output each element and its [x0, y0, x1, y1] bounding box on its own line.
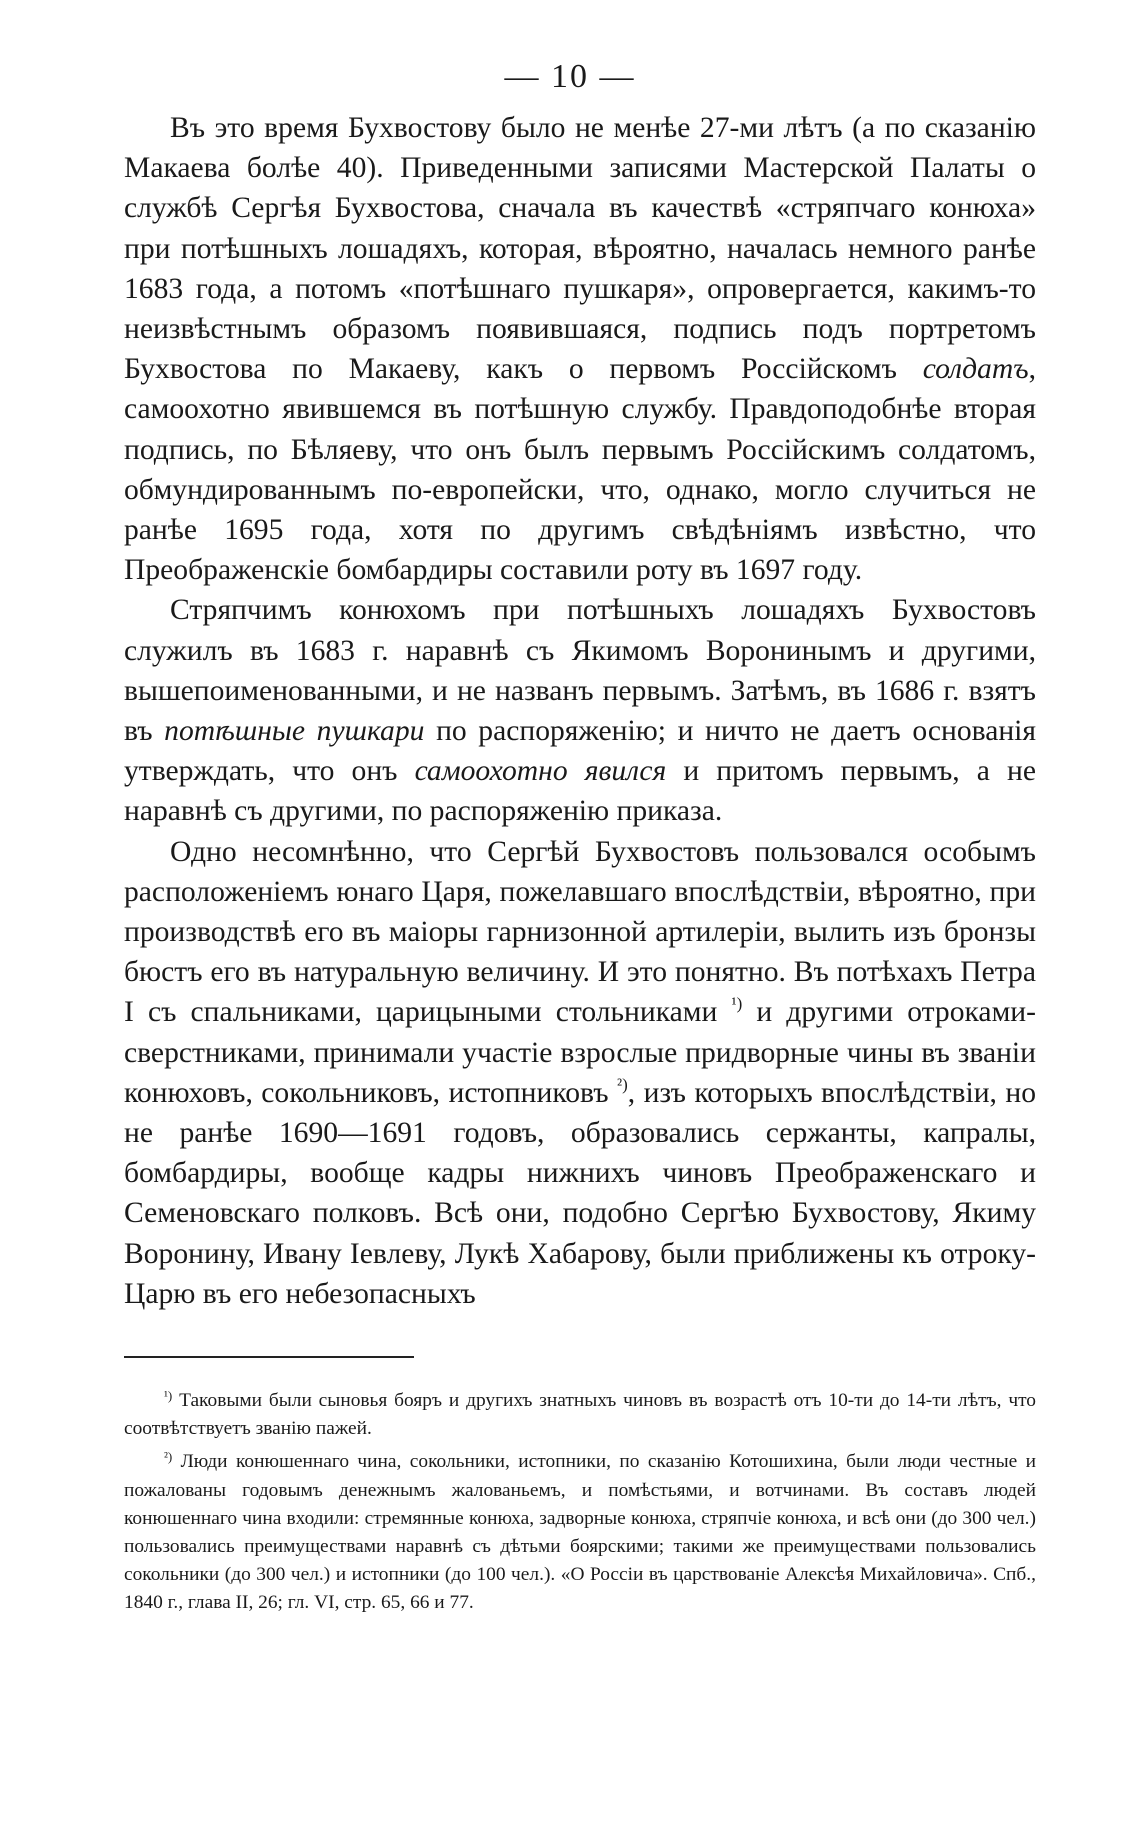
footnote-1	[124, 1382, 1036, 1443]
footnotes	[124, 1382, 1036, 1618]
paragraph-2	[124, 590, 1036, 831]
paragraph-1-italic: солдатъ	[922, 353, 1029, 386]
footnote-ref-2[interactable]: ²)	[616, 1074, 628, 1094]
paragraph-3-text-b: и другими отроками-сверстниками, принимали участіе взрослые придворные чины въ званіи конюховъ, сокольниковъ, истопниковъ	[124, 996, 1036, 1109]
page-number: — 10 —	[504, 58, 636, 95]
footnote-1-mark: ¹)	[164, 1388, 173, 1403]
paragraph-2-text-c: и притомъ первымъ, а не наравнѣ съ другими, по распоряженію приказа.	[124, 755, 1036, 828]
footnote-2-text: Люди конюшеннаго чина, сокольники, истопники, по сказанію Котошихина, были люди честные и пожалованы годовымъ денежнымъ жалованьемъ, и помѣстьями, и вотчинами. Въ составъ людей конюшеннаго чина входили: стремянные конюха, задворные конюха, стряпчіе конюха, и всѣ они (до 300 чел.) пользовались преимуществами наравнѣ съ дѣтьми боярскими; такими же преимуществами пользовались сокольники (до 300 чел.) и истопники (до 100 чел.). «О Россіи въ царствованіе Алексѣя Михайловича». Спб., 1840 г., глава II, 26; гл. VI, стр. 65, 66 и 77.	[124, 1451, 1036, 1614]
footnote-ref-1[interactable]: ¹)	[731, 994, 743, 1014]
paragraph-3	[124, 832, 1036, 1314]
footnote-2	[124, 1443, 1036, 1617]
footnote-1-text: Таковыми были сыновья бояръ и другихъ знатныхъ чиновъ въ возрастѣ отъ 10-ти до 14-ти лѣтъ, что соотвѣтствуетъ званію пажей.	[124, 1390, 1036, 1440]
paragraph-1-text-b: , самоохотно явившемся въ потѣшную службу. Правдоподобнѣе вторая подпись, по Бѣляеву, что онъ былъ первымъ Россійскимъ солдатомъ, обмундированнымъ по-европейски, что, однако, могло случиться не ранѣе 1695 года, хотя по другимъ свѣдѣніямъ извѣстно, что Преображенскіе бомбардиры составили роту въ 1697 году.	[124, 353, 1036, 587]
paragraph-1	[124, 108, 1036, 590]
paragraph-2-text-a: Стряпчимъ конюхомъ при потѣшныхъ лошадяхъ Бухвостовъ служилъ въ 1683 г. наравнѣ съ Якимомъ Воронинымъ и другими, вышепоименованными, и не названъ первымъ. Затѣмъ, въ 1686 г. взятъ въ	[124, 594, 1036, 748]
paragraph-3-text-a: Одно несомнѣнно, что Сергѣй Бухвостовъ пользовался особымъ расположеніемъ юнаго Царя, пожелавшаго впослѣдствіи, вѣроятно, при производствѣ его въ маіоры гарнизонной артилеріи, вылить изъ бронзы бюстъ его въ натуральную величину. И это понятно. Въ потѣхахъ Петра I съ спальниками, царицыными стольниками	[124, 835, 1036, 1029]
footnote-2-mark: ²)	[164, 1449, 173, 1465]
paragraph-2-text-b: по распоряженію; и ничто не даетъ основанія утверждать, что онъ	[124, 715, 1037, 788]
paragraph-3-text-c: , изъ которыхъ впослѣдствіи, но не ранѣе 1690—1691 годовъ, образовались сержанты, капралы, бомбардиры, вообще кадры нижнихъ чиновъ Преображенскаго и Семеновскаго полковъ. Всѣ они, подобно Сергѣю Бухвостову, Якиму Воронину, Ивану Іевлеву, Лукѣ Хабарову, были приближены къ отроку-Царю въ его небезопасныхъ	[124, 1076, 1036, 1310]
paragraph-2-italic-1: потѣшные пушкари	[164, 715, 425, 748]
footnote-divider	[124, 1356, 414, 1358]
paragraph-1-text-a: Въ это время Бухвостову было не менѣе 27-ми лѣтъ (а по сказанію Макаева болѣе 40). Приведенными записями Мастерской Палаты о службѣ Сергѣя Бухвостова, сначала въ качествѣ «стряпчаго конюха» при потѣшныхъ лошадяхъ, которая, вѣроятно, началась немного ранѣе 1683 года, а потомъ «потѣшнаго пушкаря», опровергается, какимъ-то неизвѣстнымъ образомъ появившаяся, подпись подъ портретомъ Бухвостова по Макаеву, какъ о первомъ Россійскомъ	[124, 112, 1036, 386]
paragraph-2-italic-2: самоохотно явился	[414, 755, 667, 788]
main-text	[124, 108, 1036, 1314]
